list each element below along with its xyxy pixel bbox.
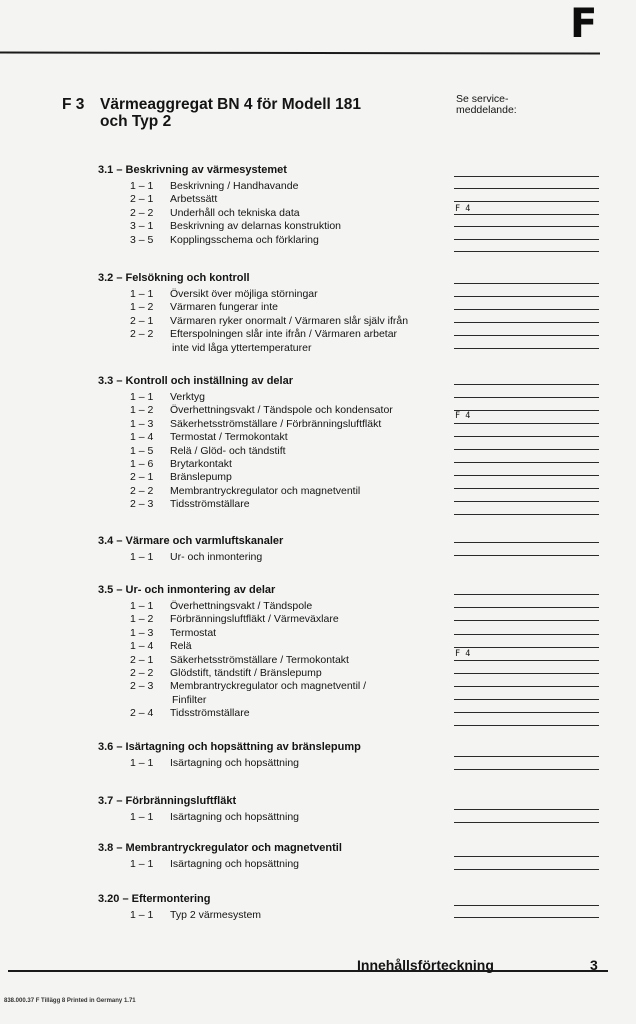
toc-item	[130, 431, 288, 443]
toc-item-title: Säkerhetsströmställare / Förbränningsluftfläkt	[170, 417, 382, 430]
service-line	[454, 176, 599, 177]
toc-item-continuation: Finfilter	[172, 693, 207, 706]
toc-item-number: 1 – 2	[130, 301, 154, 314]
print-info: 838.000.37 F Tillägg 8 Printed in Germany 1.71	[4, 998, 136, 1004]
section-number: 3.1 –	[98, 164, 123, 176]
service-line	[454, 475, 599, 476]
section-title: Beskrivning av värmesystemet	[125, 164, 287, 176]
service-line	[454, 226, 599, 227]
toc-item-number: 1 – 3	[130, 417, 154, 430]
toc-item-number: 1 – 5	[130, 444, 154, 457]
toc-item-number: 1 – 4	[130, 431, 154, 444]
service-line	[454, 647, 599, 648]
toc-item-number: 1 – 1	[130, 858, 154, 870]
section-heading	[98, 535, 283, 547]
toc-item-number: 2 – 1	[130, 193, 154, 206]
toc-item	[130, 654, 349, 666]
service-note-line2: meddelande:	[456, 104, 517, 116]
section-title: Eftermontering	[131, 893, 211, 905]
section-number: 3.6 –	[98, 741, 123, 753]
section-number: 3.4 –	[98, 535, 123, 547]
section-heading	[98, 272, 250, 284]
toc-item-number: 2 – 1	[130, 314, 154, 327]
toc-item	[130, 498, 250, 510]
section-heading	[98, 741, 361, 753]
service-line	[454, 725, 599, 726]
toc-item-title: Verktyg	[170, 391, 206, 403]
service-line	[454, 660, 599, 661]
toc-item	[130, 193, 217, 205]
section-heading	[98, 842, 342, 854]
chapter-title-line1: Värmeaggregat BN 4 för Modell 181	[100, 96, 361, 113]
toc-item-title: Relä / Glöd- och tändstift	[170, 444, 286, 457]
toc-item-title: Överhettningsvakt / Tändspole	[170, 600, 313, 612]
toc-item-title: Membrantryckregulator och magnetventil /	[170, 680, 367, 693]
service-line	[454, 699, 599, 700]
toc-item	[130, 707, 250, 719]
service-reference-mark: F 4	[455, 204, 471, 214]
toc-item-title: Brytarkontakt	[170, 458, 232, 470]
toc-item	[130, 288, 318, 300]
toc-item-title: Isärtagning och hopsättning	[170, 757, 300, 769]
toc-item-number: 1 – 1	[130, 909, 154, 921]
service-line	[454, 201, 599, 202]
service-line	[454, 686, 599, 687]
toc-item-number: 1 – 4	[130, 640, 154, 653]
toc-item	[130, 180, 298, 192]
toc-item	[130, 757, 299, 769]
toc-item	[130, 445, 286, 457]
service-note-line1: Se service-	[456, 93, 509, 105]
service-line	[454, 501, 599, 502]
toc-item-number: 1 – 1	[130, 811, 154, 823]
toc-item	[130, 328, 397, 340]
toc-item-number: 1 – 2	[130, 613, 154, 626]
toc-item	[130, 458, 232, 470]
service-line	[454, 769, 599, 770]
section-heading	[98, 375, 293, 387]
footer-title: Innehållsförteckning	[357, 957, 494, 973]
toc-item-title: Värmaren ryker onormalt / Värmaren slår själv ifrån	[170, 314, 409, 327]
toc-item	[130, 315, 408, 327]
toc-item-title: Förbränningsluftfläkt / Värmeväxlare	[170, 613, 339, 626]
toc-item-title: Underhåll och tekniska data	[170, 206, 300, 219]
toc-item	[130, 207, 300, 219]
service-line	[454, 514, 599, 515]
toc-item	[130, 404, 393, 416]
toc-item-number: 1 – 2	[130, 404, 154, 417]
toc-item-title: Tidsströmställare	[170, 498, 250, 511]
toc-item-title: Kopplingsschema och förklaring	[170, 233, 319, 246]
section-number: 3.7 –	[98, 795, 123, 807]
service-line	[454, 917, 599, 918]
toc-item-number: 1 – 1	[130, 600, 154, 612]
toc-item-number: 1 – 1	[130, 391, 154, 403]
toc-item-title: Isärtagning och hopsättning	[170, 811, 300, 823]
toc-item-number: 1 – 1	[130, 180, 154, 192]
toc-item-number: 1 – 1	[130, 757, 154, 769]
service-line	[454, 436, 599, 437]
toc-item-title: Ur- och inmontering	[170, 551, 263, 563]
service-line	[454, 673, 599, 674]
toc-item-number: 1 – 3	[130, 626, 154, 639]
section-number: 3.20 –	[98, 893, 129, 905]
service-line	[454, 756, 599, 757]
toc-item	[130, 301, 278, 313]
section-title: Felsökning och kontroll	[125, 272, 250, 284]
toc-item	[130, 811, 299, 823]
toc-item-number: 2 – 2	[130, 484, 154, 497]
toc-item-title: Isärtagning och hopsättning	[170, 858, 300, 870]
section-heading	[98, 795, 236, 807]
bottom-rule	[8, 970, 608, 972]
service-line	[454, 634, 599, 635]
service-reference-mark: F 4	[455, 649, 471, 659]
toc-item	[130, 485, 360, 497]
toc-item	[130, 471, 232, 483]
chapter-number: F 3	[62, 96, 85, 113]
page-number: 3	[590, 957, 598, 973]
toc-item-title: Beskrivning / Handhavande	[170, 180, 299, 192]
toc-item-number: 2 – 1	[130, 471, 154, 484]
section-title: Isärtagning och hopsättning av bränslepump	[125, 741, 361, 753]
service-line	[454, 822, 599, 823]
toc-item-number: 2 – 3	[130, 498, 154, 511]
service-line	[454, 542, 599, 543]
toc-item	[130, 234, 319, 246]
toc-item-number: 1 – 6	[130, 458, 154, 470]
service-line	[454, 712, 599, 713]
toc-item	[130, 858, 299, 870]
toc-item-number: 2 – 3	[130, 680, 154, 693]
service-line	[454, 488, 599, 489]
toc-item-title: Säkerhetsströmställare / Termokontakt	[170, 653, 349, 666]
service-line	[454, 384, 599, 385]
section-title: Förbränningsluftfläkt	[125, 795, 237, 807]
section-title: Kontroll och inställning av delar	[125, 375, 293, 387]
toc-item-title: Överhettningsvakt / Tändspole och kondensator	[170, 404, 393, 417]
toc-item	[130, 391, 205, 403]
service-line	[454, 449, 599, 450]
section-heading	[98, 893, 211, 905]
section-number: 3.2 –	[98, 272, 123, 284]
section-number: 3.8 –	[98, 842, 123, 854]
toc-item-title: Arbetssätt	[170, 193, 218, 206]
service-line	[454, 335, 599, 336]
service-line	[454, 607, 599, 608]
toc-item-number: 2 – 2	[130, 667, 154, 679]
section-title: Membrantryckregulator och magnetventil	[125, 842, 342, 854]
toc-item-title: Efterspolningen slår inte ifrån / Värmaren arbetar	[170, 328, 398, 341]
toc-item-title: Bränslepump	[170, 471, 232, 484]
service-line	[454, 397, 599, 398]
toc-item	[130, 600, 312, 612]
service-line	[454, 423, 599, 424]
toc-item-number: 1 – 1	[130, 551, 154, 563]
section-number: 3.3 –	[98, 375, 123, 387]
toc-item	[130, 909, 261, 921]
chapter-title-line2: och Typ 2	[100, 113, 172, 130]
toc-item-title: Tidsströmställare	[170, 707, 250, 720]
service-line	[454, 309, 599, 310]
service-line	[454, 296, 599, 297]
section-title: Värmare och varmluftskanaler	[125, 535, 284, 547]
service-line	[454, 620, 599, 621]
service-reference-mark: F 4	[455, 411, 471, 421]
service-line	[454, 283, 599, 284]
service-lines	[454, 0, 599, 1024]
section-heading	[98, 164, 287, 176]
chapter-letter: F	[570, 1, 598, 47]
toc-item-title: Termostat / Termokontakt	[170, 431, 288, 444]
toc-item-number: 2 – 2	[130, 328, 154, 341]
toc-item-title: Relä	[170, 640, 192, 653]
toc-item-title: Beskrivning av delarnas konstruktion	[170, 220, 342, 233]
toc-item-title: Membrantryckregulator och magnetventil	[170, 484, 361, 497]
service-line	[454, 905, 599, 906]
toc-item-number: 2 – 4	[130, 707, 154, 720]
service-line	[454, 555, 599, 556]
section-heading	[98, 584, 275, 596]
toc-item	[130, 627, 216, 639]
service-line	[454, 322, 599, 323]
toc-item-title: Glödstift, tändstift / Bränslepump	[170, 667, 322, 679]
toc-item-continuation: inte vid låga yttertemperaturer	[172, 341, 312, 354]
toc-item-number: 2 – 1	[130, 653, 154, 666]
service-line	[454, 410, 599, 411]
service-line	[454, 214, 599, 215]
toc-item	[130, 613, 339, 625]
toc-item-title: Termostat	[170, 626, 217, 639]
toc-item-number: 3 – 5	[130, 233, 154, 246]
service-line	[454, 856, 599, 857]
section-title: Ur- och inmontering av delar	[125, 584, 276, 596]
toc-item	[130, 551, 262, 563]
toc-item	[130, 640, 192, 652]
section-number: 3.5 –	[98, 584, 123, 596]
toc-item	[130, 418, 381, 430]
toc-item-number: 1 – 1	[130, 288, 154, 300]
service-line	[454, 809, 599, 810]
service-line	[454, 239, 599, 240]
service-line	[454, 348, 599, 349]
toc-item-number: 2 – 2	[130, 206, 154, 219]
service-line	[454, 462, 599, 463]
service-line	[454, 594, 599, 595]
toc-item-title: Värmaren fungerar inte	[170, 301, 278, 314]
service-line	[454, 251, 599, 252]
toc-item	[130, 220, 341, 232]
toc-item-number: 3 – 1	[130, 220, 154, 233]
toc-item	[130, 680, 366, 692]
service-line	[454, 188, 599, 189]
toc-item-title: Översikt över möjliga störningar	[170, 288, 318, 300]
toc-item-title: Typ 2 värmesystem	[170, 909, 262, 921]
service-line	[454, 869, 599, 870]
toc-item	[130, 667, 322, 679]
